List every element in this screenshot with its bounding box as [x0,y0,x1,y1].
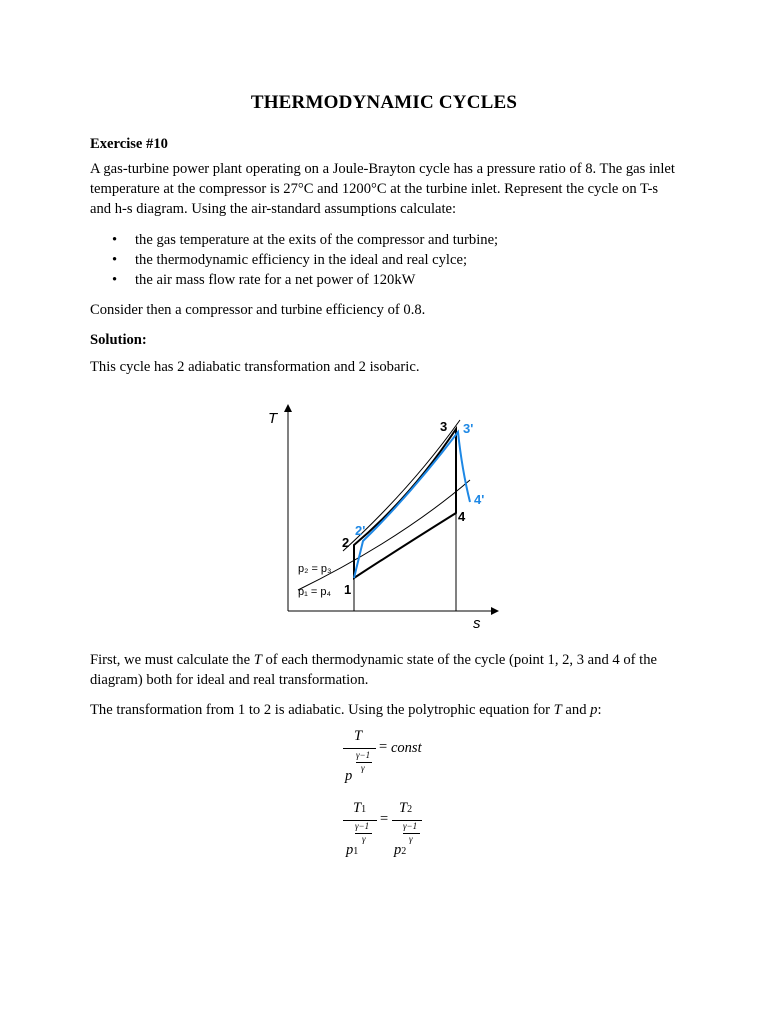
point-3-label: 3 [440,419,448,434]
eq2-lhs-exp-den: γ [362,834,366,844]
transform-p: p [590,702,598,718]
x-axis-label: s [473,615,481,632]
eq1-den-base: p [345,768,353,784]
eq1-rhs: const [391,740,422,756]
point-4-label: 4 [458,509,466,524]
equation-state-ratio [340,798,480,863]
point-1-label: 1 [344,582,352,597]
solution-heading: Solution: [90,332,147,348]
eq1-numerator: T [354,728,363,744]
transform-paragraph [90,700,680,720]
equation-polytropic [340,728,480,783]
transform-T: T [553,702,562,718]
cycle-description: This cycle has 2 adiabatic transformation and 2 isobaric. [90,359,420,375]
transform-and: and [561,702,591,718]
eq2-equals: = [380,811,389,827]
eq1-exp-num: γ−1 [356,750,371,760]
problem-statement: A gas-turbine power plant operating on a Joule-Brayton cycle has a pressure ratio of 8. The gas inlet temperature at the compressor is 27°C and 1200°C at the turbine inlet. Represent the cycle on T-s and h-s diagram. Using the air-standard assumptions calculate: [90,161,675,217]
point-2-real-label: 2' [355,523,366,538]
real-cycle-path [354,432,470,578]
list-item: • the thermodynamic efficiency in the ideal and real cylce; [90,250,498,270]
first-para-pre: First, we must calculate the [90,652,254,668]
transform-colon: : [597,702,602,718]
eq2-rhs-exp-den: γ [409,834,413,844]
point-4-real-label: 4' [474,492,485,507]
eq2-rhs-den: p2 [394,842,407,858]
transform-pre: The transformation from 1 to 2 is adiabatic. Using the polytrophic equation for [90,702,554,718]
first-para-post: of each thermodynamic state of the cycle (point 1, 2, 3 and 4 of the diagram) both for ideal and real transformation. [90,652,657,688]
eq2-lhs-exp-num: γ−1 [355,821,370,831]
eq2-rhs-num: T2 [399,800,413,816]
y-axis-label: T [268,410,278,427]
eq1-equals: = [379,739,388,755]
point-2-label: 2 [342,535,350,550]
first-para-T: T [253,652,262,668]
point-3-real-label: 3' [463,421,474,436]
eq2-lhs-den: p1 [346,842,359,858]
consider-text: Consider then a compressor and turbine efficiency of 0.8. [90,302,426,318]
eq1-exp-den: γ [361,763,365,773]
eq2-rhs-exp-num: γ−1 [403,821,418,831]
eq2-lhs-num: T1 [353,800,367,816]
list-item: • the air mass flow rate for a net power of 120kW [90,270,498,290]
first-paragraph [90,650,680,690]
eq1-fraction-bar [343,748,376,749]
list-item: • the gas temperature at the exits of the compressor and turbine; [90,230,498,250]
page-title: THERMODYNAMIC CYCLES [250,92,518,113]
exercise-heading: Exercise #10 [90,136,168,152]
isobar-high-label: p₂ = p₃ [298,563,332,575]
isobar-low-label: p₁ = p₄ [298,586,331,598]
